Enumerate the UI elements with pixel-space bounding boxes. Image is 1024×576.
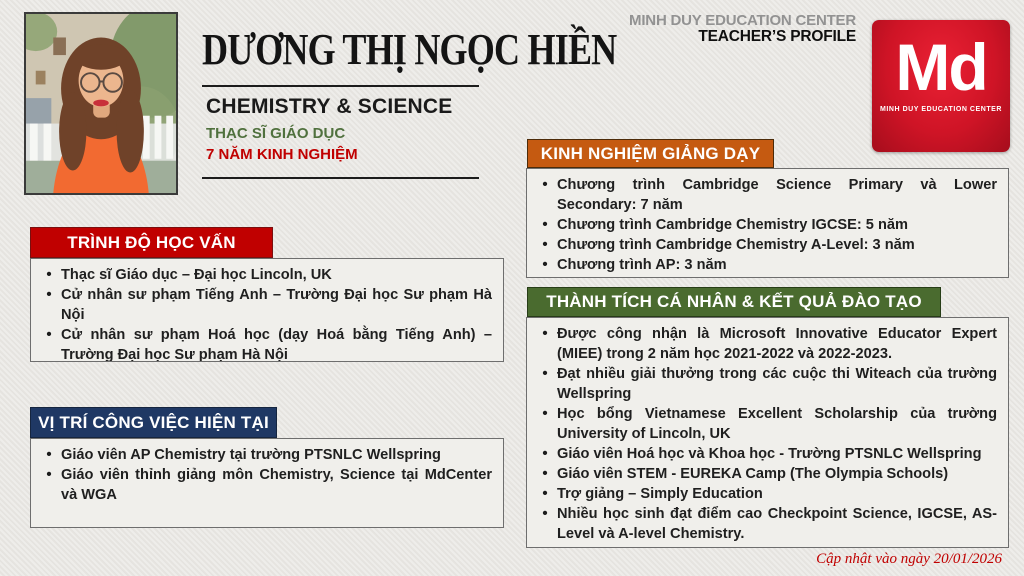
bullet-icon: • — [542, 405, 548, 422]
section-box-current-positions — [30, 438, 504, 528]
bullet-text: Chương trình Cambridge Science Primary và Lower Secondary: 7 năm — [557, 177, 997, 213]
bullet-text: Cử nhân sư phạm Tiếng Anh – Trường Đại học Sư phạm Hà Nội — [61, 287, 492, 323]
md-logo — [872, 20, 1010, 152]
section-header-current-positions: VỊ TRÍ CÔNG VIỆC HIỆN TẠI — [30, 407, 277, 438]
brand-center-name: MINH DUY EDUCATION CENTER — [629, 12, 856, 29]
section-box-teaching-experience — [526, 168, 1009, 278]
bullet-item — [533, 235, 999, 255]
bullet-item — [37, 325, 494, 362]
bullet-item — [533, 464, 999, 484]
bullet-icon: • — [542, 216, 548, 233]
brand-block — [540, 13, 856, 45]
bullet-text: Được công nhận là Microsoft Innovative Educator Expert (MIEE) trong 2 năm học 2021-2022 và 2022-2023. — [557, 326, 997, 362]
brand-profile-label: TEACHER’S PROFILE — [698, 28, 856, 45]
bullet-text: Chương trình AP: 3 năm — [557, 257, 727, 273]
bullet-icon: • — [46, 286, 52, 303]
bullet-icon: • — [542, 485, 548, 502]
section-box-education — [30, 258, 504, 362]
bullet-item — [37, 465, 494, 505]
teacher-name: DƯƠNG THỊ NGỌC HIỀN — [202, 25, 617, 74]
teacher-photo-illustration — [26, 14, 176, 193]
bullet-text: Giáo viên Hoá học và Khoa học - Trường PTSNLC Wellspring — [557, 446, 982, 462]
bullet-icon: • — [542, 445, 548, 462]
bullet-item — [533, 324, 999, 364]
bullet-text: Giáo viên STEM - EUREKA Camp (The Olympia Schools) — [557, 466, 949, 482]
bullet-icon: • — [542, 325, 548, 342]
bullet-text: Chương trình Cambridge Chemistry A-Level: 3 năm — [557, 237, 915, 253]
bullet-item — [37, 265, 494, 285]
bullet-icon: • — [542, 176, 548, 193]
bullet-item — [533, 255, 999, 275]
bullet-icon: • — [542, 465, 548, 482]
bullet-text: Giáo viên thỉnh giảng môn Chemistry, Science tại MdCenter và WGA — [61, 467, 492, 503]
bullet-item — [533, 444, 999, 464]
bullet-text: Chương trình Cambridge Chemistry IGCSE: 5 năm — [557, 217, 908, 233]
bullet-icon: • — [46, 266, 52, 283]
bullet-icon: • — [542, 505, 548, 522]
bullet-text: Giáo viên AP Chemistry tại trường PTSNLC Wellspring — [61, 447, 441, 463]
bullet-item — [37, 285, 494, 325]
teacher-degree: THẠC SĨ GIÁO DỤC — [206, 125, 346, 142]
divider-under-name — [202, 85, 479, 87]
bullet-item — [533, 215, 999, 235]
bullet-item — [533, 504, 999, 544]
section-header-education: TRÌNH ĐỘ HỌC VẤN — [30, 227, 273, 258]
bullet-icon: • — [46, 446, 52, 463]
bullet-text: Trợ giảng – Simply Education — [557, 486, 763, 502]
bullet-item — [533, 484, 999, 504]
bullet-item — [37, 445, 494, 465]
bullet-item — [533, 404, 999, 444]
section-header-achievements: THÀNH TÍCH CÁ NHÂN & KẾT QUẢ ĐÀO TẠO — [527, 287, 941, 317]
bullet-icon: • — [542, 236, 548, 253]
section-header-teaching-experience: KINH NGHIỆM GIẢNG DẠY — [527, 139, 774, 168]
md-logo-caption: MINH DUY EDUCATION CENTER — [880, 106, 1002, 113]
teacher-photo — [24, 12, 178, 195]
teacher-subjects: CHEMISTRY & SCIENCE — [206, 95, 453, 118]
updated-date-note: Cập nhật vào ngày 20/01/2026 — [816, 551, 1002, 567]
bullet-text: Đạt nhiều giải thưởng trong các cuộc thi Witeach của trường Wellspring — [557, 366, 997, 402]
divider-under-subtitle — [202, 177, 479, 179]
md-logo-monogram: Md — [895, 30, 987, 104]
bullet-icon: • — [46, 466, 52, 483]
bullet-icon: • — [542, 365, 548, 382]
bullet-text: Thạc sĩ Giáo dục – Đại học Lincoln, UK — [61, 267, 332, 283]
bullet-icon: • — [46, 326, 52, 343]
bullet-text: Cử nhân sư phạm Hoá học (dạy Hoá bằng Tiếng Anh) – Trường Đại học Sư phạm Hà Nội — [61, 327, 492, 362]
teacher-experience-years: 7 NĂM KINH NGHIỆM — [206, 146, 358, 163]
bullet-item — [533, 364, 999, 404]
bullet-icon: • — [542, 256, 548, 273]
section-box-achievements — [526, 317, 1009, 548]
bullet-text: Học bổng Vietnamese Excellent Scholarship của trường University of Lincoln, UK — [557, 406, 997, 442]
bullet-item — [533, 175, 999, 215]
bullet-text: Nhiều học sinh đạt điểm cao Checkpoint Science, IGCSE, AS-Level và A-level Chemistry. — [557, 506, 997, 542]
